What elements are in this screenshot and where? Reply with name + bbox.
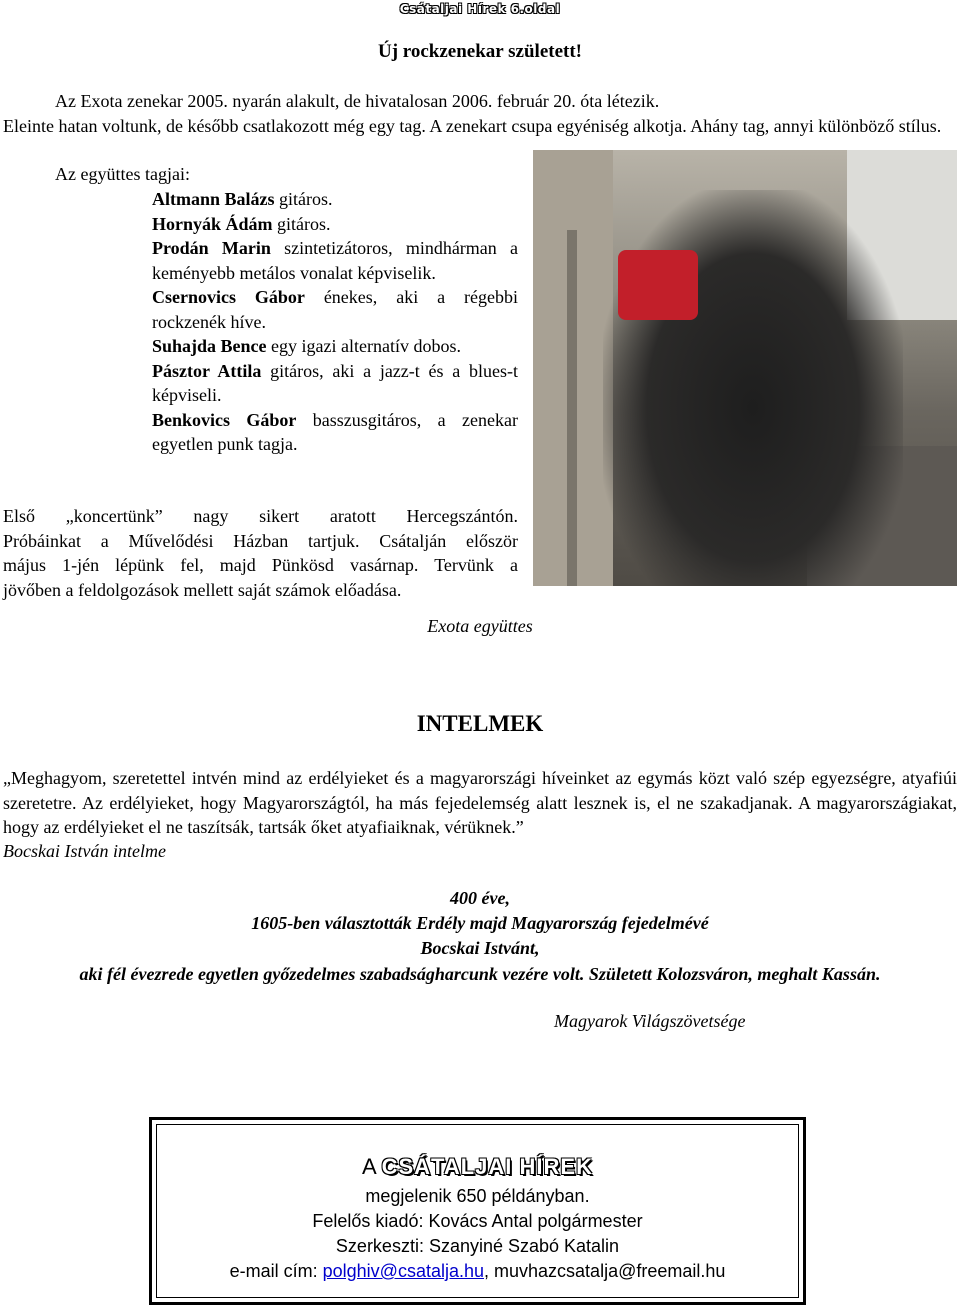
announcement-line: 400 éve, — [450, 888, 510, 908]
member-item — [152, 236, 518, 285]
band-photo — [533, 150, 957, 586]
signature: Magyarok Világszövetsége — [554, 1011, 746, 1031]
quote-attribution: Bocskai István intelme — [3, 841, 166, 861]
member-name: Prodán Marin — [152, 238, 271, 258]
email-separator: , — [484, 1261, 495, 1281]
member-name: Suhajda Bence — [152, 336, 267, 356]
article-closing — [3, 504, 518, 602]
member-item — [152, 212, 518, 237]
member-desc: basszusgitáros, a zenekar egyetlen punk tagja. — [152, 409, 518, 454]
closing-line: jövőben a feldolgozások mellett saját számok előadása. — [3, 579, 402, 600]
member-item — [152, 359, 518, 408]
imprint-text — [152, 1150, 803, 1284]
email-label: e-mail cím: — [229, 1261, 323, 1281]
member-name: Hornyák Ádám — [152, 213, 273, 234]
article-intro — [3, 89, 957, 138]
member-desc: gitáros. — [274, 189, 333, 209]
member-item — [152, 334, 518, 359]
photo-caption: Exota együttes — [427, 616, 533, 636]
imprint-prefix: A — [362, 1154, 382, 1179]
member-item — [152, 187, 518, 212]
members-list — [152, 187, 518, 457]
email-muvhaz: muvhazcsatalja@freemail.hu — [494, 1261, 726, 1281]
intro-line-1: Az Exota zenekar 2005. nyarán alakult, de hivatalosan 2006. február 20. óta létezik. — [55, 91, 660, 111]
member-desc: szintetizátoros, mindhárman a keményebb metálos vonalat képviselik. — [152, 238, 519, 283]
imprint-copies: megjelenik 650 példányban. — [365, 1186, 590, 1206]
announcement-line: 1605-ben választották Erdély majd Magyarország fejedelmévé — [251, 913, 709, 934]
page-header: Csátaljai Hírek 6.oldal — [399, 2, 561, 16]
member-item — [152, 285, 518, 334]
member-item — [152, 408, 518, 457]
member-desc: egy igazi alternatív dobos. — [266, 336, 461, 356]
intelmek-title: INTELMEK — [416, 711, 544, 736]
article-title: Új rockzenekar született! — [377, 41, 582, 62]
imprint-editor: Szerkeszti: Szanyiné Szabó Katalin — [335, 1236, 620, 1256]
imprint-brand: CSÁTALJAI HÍREK — [381, 1154, 593, 1179]
photo-red-shirt — [618, 250, 698, 320]
imprint-title — [152, 1150, 803, 1184]
member-desc: énekes, aki a régebbi rockzenék híve. — [152, 287, 518, 332]
closing-line: május 1-jén lépünk fel, majd Pünkösd vasárnap. Tervünk a — [3, 555, 518, 575]
member-desc: gitáros. — [272, 213, 331, 234]
member-desc: gitáros, aki a jazz-t és a blues-t képviseli. — [152, 360, 518, 405]
imprint-publisher: Felelős kiadó: Kovács Antal polgármester — [312, 1211, 643, 1231]
member-name: Benkovics Gábor — [152, 409, 297, 430]
members-intro: Az együttes tagjai: — [55, 164, 190, 184]
member-name: Csernovics Gábor — [152, 287, 305, 307]
anniversary-announcement — [0, 886, 960, 987]
intro-line-2: Eleinte hatan voltunk, de később csatlakozott még egy tag. A zenekart csupa egyéniség alkotja. Ahány tag, annyi különböző stílus. — [3, 115, 942, 136]
imprint-box — [149, 1117, 806, 1305]
announcement-line: Bocskai Istvánt, — [420, 938, 540, 959]
closing-line: Első „koncertünk” nagy sikert aratott Hercegszántón. — [3, 506, 518, 526]
quote-text: „Meghagyom, szeretettel intvén mind az erdélyieket és a magyarországi híveinket az egymás közt való szép egyezségre, atyafiúi szeretetre. Az erdélyieket, hogy Magyarországtól, ha más fejedelemség alatt lesznek is, el ne szakadjanak. A magyarországiakat, hogy az erdélyieket el ne taszítsák, tartsák őket atyafiaiknak, vérüknek.” — [3, 768, 957, 837]
email-link-polghiv[interactable]: polghiv@csatalja.hu — [322, 1261, 484, 1281]
member-name: Altmann Balázs — [152, 189, 275, 209]
intelmek-quote — [3, 766, 957, 840]
closing-line: Próbáinkat a Művelődési Házban tartjuk. Csátalján először — [3, 530, 518, 551]
announcement-line: aki fél évezrede egyetlen győzedelmes szabadságharcunk vezére volt. Született Kolozsváron, meghalt Kassán. — [79, 963, 881, 984]
photo-pipe — [567, 230, 577, 586]
member-name: Pásztor Attila — [152, 360, 262, 381]
imprint-email-line — [152, 1259, 803, 1284]
